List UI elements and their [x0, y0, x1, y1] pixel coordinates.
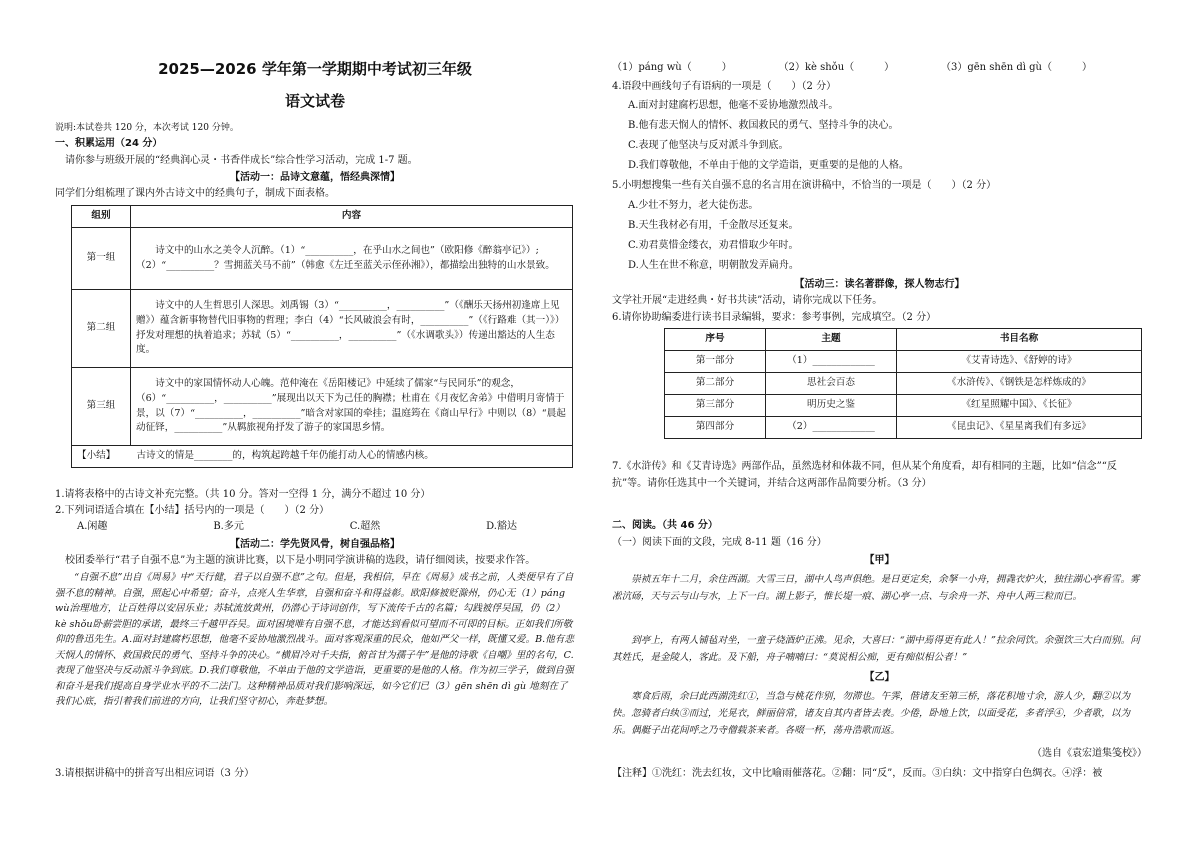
exam-subtitle: 语文试卷	[284, 92, 345, 110]
activity1-intro: 同学们分组梳理了课内外古诗文中的经典句子，制成下面表格。	[55, 188, 335, 199]
q2-option: C.超然	[349, 521, 381, 532]
passage-notes: 【注释】①洗红：洗去红妆，文中比喻雨催落花。②翻：同“反”，反而。③白纨：文中指穿白色绸衣。④浮：被	[612, 768, 1103, 779]
q2-option: B.多元	[213, 521, 244, 532]
table-header: 组别	[72, 206, 131, 228]
book-table-cell: （2）_____________	[766, 417, 897, 439]
activity2-heading: 【活动二：学先贤风骨，树自强品格】	[230, 539, 400, 550]
q2-option: D.豁达	[486, 521, 517, 532]
book-table-cell: 《艾青诗选》、《舒婷的诗》	[897, 351, 1142, 373]
book-table	[664, 328, 1142, 439]
question-7: 7.《水浒传》和《艾青诗选》两部作品，虽然选材和体裁不同，但从某个角度看，却有相同的主题，比如“信念”“反抗”等。请你任选其中一个关键词，并结合这两部作品简要分析。（3 分）	[612, 461, 1117, 489]
activity2-intro: 校团委举行“君子自强不息”为主题的演讲比赛，以下是小明同学演讲稿的选段，请仔细阅读，按要求作答。	[65, 555, 536, 566]
q5-option: D.人生在世不称意，明朝散发弄扁舟。	[628, 260, 799, 271]
table-row	[665, 417, 1142, 439]
question-6: 6.请你协助编委进行读书目录编辑，要求：参考事例，完成填空。（2 分）	[612, 312, 937, 323]
passage-jia-p2: 到亭上，有两人铺毡对坐，一童子烧酒炉正沸。见余，大喜曰：“湖中焉得更有此人！”拉余同饮。余强饮三大白而别。问其姓氏，是金陵人，客此。及下船，舟子喃喃曰：“莫说相公痴，更有痴似相公者！”	[612, 635, 1140, 663]
book-table-cell: 第一部分	[665, 351, 766, 373]
q2-option: A.闲趣	[77, 521, 108, 532]
q4-option: D.我们尊敬他，不单由于他的文学造诣，更重要的是他的人格。	[628, 160, 909, 171]
passage-yi: 寒食后雨，余曰此西湖洗红①，当急与桃花作别，勿滞也。午霁，偕诸友至第三桥，落花积地寸余，游人少，翻②以为快。忽骑者白纨③而过，光晃衣，鲜丽倍常，诸友自其内者皆去表。少倦，卧地上饮，以面受花，多者浮④，少者歌，以为乐。偶艇子出花间呼之乃寺僧载茶来者。各啜一杯，荡舟浩歌而返。	[612, 691, 1131, 736]
part2-heading: 二、阅读。（共 46 分）	[612, 520, 718, 531]
table-row	[665, 395, 1142, 417]
book-table-cell: 第二部分	[665, 373, 766, 395]
q5-option: B.天生我材必有用，千金散尽还复来。	[628, 220, 799, 231]
book-table-header: 书目名称	[897, 329, 1142, 351]
q5-option: C.劝君莫惜金缕衣，劝君惜取少年时。	[628, 240, 799, 251]
q4-option: A.面对封建腐朽思想，他毫不妥协地激烈战斗。	[628, 100, 839, 111]
q5-option: A.少壮不努力，老大徒伤悲。	[628, 200, 759, 211]
table-cell-group: 第二组	[72, 290, 131, 368]
q3-blanks	[612, 60, 1092, 76]
table-row	[665, 373, 1142, 395]
table-summary-row	[72, 446, 573, 468]
q3-blank: （2）kè shǒu（ ）	[778, 62, 895, 73]
q4-option: B.他有悲天悯人的情怀、救国救民的勇气、坚持斗争的决心。	[628, 120, 899, 131]
exam-note: 说明:本试卷共 120 分，本次考试 120 分钟。	[55, 123, 239, 133]
activity3-heading: 【活动三：读名著群像，探人物志行】	[794, 279, 965, 290]
table-cell-content: 诗文中的家国情怀动人心魄。范仲淹在《岳阳楼记》中延续了儒家“与民同乐”的观念，（6）“__________，__________”展现出以天下为己任的胸襟；杜甫在《月夜忆舍弟》中借明月寄情于景，以（7）“__________，__________”暗含对家国的牵挂；温庭筠在《商山早行》中则以（8）“晨起动征铎，__________”从羁旅视角抒发了游子的家国思乡情。	[131, 368, 573, 446]
table-row	[665, 351, 1142, 373]
passage-jia-p1: 崇祯五年十二月，余住西湖。大雪三日，湖中人鸟声俱绝。是日更定矣，余拏一小舟，拥毳衣炉火，独往湖心亭看雪。雾凇沆砀，天与云与山与水，上下一白。湖上影子，惟长堤一痕、湖心亭一点、与余舟一芥、舟中人两三粒而已。	[612, 574, 1140, 602]
book-table-header: 主题	[766, 329, 897, 351]
q4-option: C.表现了他坚决与反对派斗争到底。	[628, 140, 789, 151]
part1-heading: 一、积累运用（24 分）	[55, 138, 163, 149]
book-table-cell: （1）_____________	[766, 351, 897, 373]
book-table-cell: 明历史之鉴	[766, 395, 897, 417]
book-table-cell: 《水浒传》、《钢铁是怎样炼成的》	[897, 373, 1142, 395]
passage-jia-label: 【甲】	[864, 555, 895, 566]
speech-passage: “自强不息”出自《周易》中“天行健，君子以自强不息”之句。但是，我相信，早在《周易》成书之前，人类便早有了自强不息的精神。自强，照起心中希望；奋斗，点亮人生华章，自强和奋斗和得益彰。欧阳修被贬滁州，仍心无（1）páng wù治理地方，让百姓得以安居乐业；苏轼流放黄州，仍潜心于诗词创作，写下流传千古的名篇；勾践被俘吴国，仍（2）kè shǒu卧薪尝胆的承诺，最终三千越甲吞吴。面对困境唯有自强不息，才能达到看似可望而不可即的目标。正如我们所敬仰的鲁迅先生。A.面对封建腐朽思想，他毫不妥协地激烈战斗。面对客观深重的民众，他如严父一样，既懂又爱。B.他有悲天悯人的情怀、救国救民的勇气、坚持斗争的决心。“横眉冷对千夫指，俯首甘为孺子牛”是他的诗歌《自嘲》里的名句，C.表现了他坚决与反动派斗争到底。D.我们尊敬他，不单由于他的文学造诣，更重要的是他的人格。作为初三学子，做到自强和奋斗是我们提高自身学业水平的不二法门。这种精神品质对我们影响深远，如今它们已（3）gēn shēn dì gù 地刻在了我们心底，指引着我们前进的方向，让我们坚守初心，奔赴梦想。	[55, 572, 574, 708]
question-4: 4.语段中画线句子有语病的一项是（ ）（2 分）	[612, 81, 837, 92]
table-cell-content: 诗文中的山水之美令人沉醉。（1）“__________，在乎山水之间也”（欧阳修《醉翁亭记》）;（2）“__________？雪拥蓝关马不前”（韩愈《左迁至蓝关示侄孙湘》），都描绘出独特的山水景致。	[131, 228, 573, 290]
q3-blank: （1）páng wù（ ）	[612, 62, 732, 73]
book-table-cell: 思社会百态	[766, 373, 897, 395]
book-table-cell: 第四部分	[665, 417, 766, 439]
question-3: 3.请根据讲稿中的拼音写出相应词语（3 分）	[55, 768, 255, 779]
q3-blank: （3）gēn shēn dì gù（ ）	[940, 62, 1092, 73]
exam-title: 2025—2026 学年第一学期期中考试初三年级	[158, 60, 472, 78]
table-header: 内容	[131, 206, 573, 228]
activity3-intro: 文学社开展“走进经典・好书共读”活动，请你完成以下任务。	[612, 295, 883, 306]
q2-options	[77, 519, 517, 535]
question-5: 5.小明想搜集一些有关自强不息的名言用在演讲稿中，不恰当的一项是（ ）（2 分）	[612, 180, 997, 191]
part2-sub: （一）阅读下面的文段，完成 8-11 题（16 分）	[612, 537, 827, 548]
table-cell-group: 第一组	[72, 228, 131, 290]
table-cell-group: 第三组	[72, 368, 131, 446]
part1-intro: 请你参与班级开展的“经典润心灵・书香伴成长”综合性学习活动，完成 1-7 题。	[65, 155, 418, 166]
book-table-cell: 《红星照耀中国》、《长征》	[897, 395, 1142, 417]
table-cell-content: 诗文中的人生哲思引人深思。刘禹锡（3）“__________，__________”（《酬乐天扬州初逢席上见赠》）蕴含新事物替代旧事物的哲理；李白（4）“长风破浪会有时，__________”（《行路难（其一）》）抒发对理想的执着追求；苏轼（5）“__________，__________”（《水调歌头》）传递出豁达的人生态度。	[131, 290, 573, 368]
book-table-header: 序号	[665, 329, 766, 351]
poetry-table	[71, 205, 573, 468]
book-table-cell: 《昆虫记》、《星星离我们有多远》	[897, 417, 1142, 439]
question-2: 2.下列词语适合填在【小结】括号内的一项是（ ）（2 分）	[55, 505, 330, 516]
summary-text: 古诗文的情是________的，构筑起跨越千年仍能打动人心的情感内核。	[136, 450, 434, 462]
passage-source: （选自《袁宏道集笺校》）	[1032, 748, 1147, 759]
summary-label: 【小结】	[77, 450, 116, 462]
question-1: 1.请将表格中的古诗文补充完整。（共 10 分。答对一空得 1 分，满分不超过 10 分）	[55, 489, 431, 500]
book-table-cell: 第三部分	[665, 395, 766, 417]
passage-yi-label: 【乙】	[864, 672, 895, 683]
activity1-heading: 【活动一：品诗文意蕴，悟经典深情】	[230, 172, 400, 183]
